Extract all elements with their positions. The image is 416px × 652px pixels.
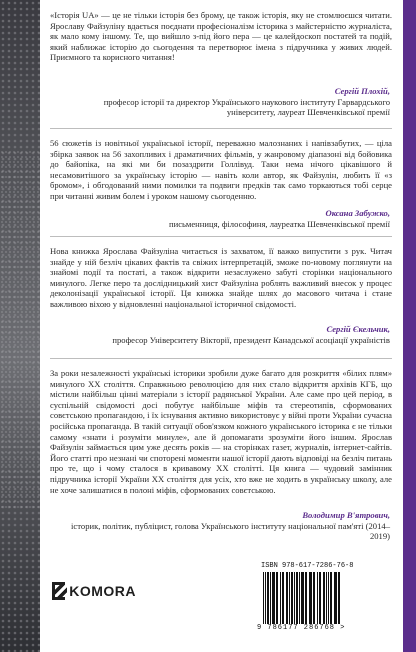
barcode-bar — [267, 572, 269, 624]
barcode-bar — [263, 572, 264, 624]
isbn-label: ISBN 978-617-7286-76-8 — [261, 562, 354, 570]
reviewer-role: професор історії та директор Українського наукового інституту Гарвардського університету, лауреат Шевченківської премії — [103, 96, 390, 118]
review-signature — [60, 324, 390, 345]
barcode-bar — [291, 572, 293, 624]
publisher-mark-icon — [52, 582, 65, 600]
reviewer-role: історик, політик, публіцист, голова Українського інституту національної пам'яті (2014–2019) — [71, 520, 390, 542]
barcode-bar — [313, 572, 315, 624]
barcode-bar — [326, 572, 327, 624]
barcode-bar — [323, 572, 325, 624]
review-signature — [60, 510, 390, 542]
barcode-bar — [270, 572, 271, 624]
publisher-logo — [52, 580, 136, 602]
barcode-bar — [280, 572, 281, 624]
review-text: Нова книжка Ярослава Файзуліна читається із захватом, її важко випустити з рук. Читач знайде у ній безліч цікавих фактів та свіжих інтерпретацій, зможе по-новому поглянути на знайомі події та постаті, а також відкрити незаслужено забуті сторінки національного минулого. Легке перо та дослідницький хист Файзуліна роблять важливий внесок у процес деколонізації української історії. Ця книжка знайде шлях до масового читача і стане важливою віхою у відновленні національної історичної свідомості. — [50, 246, 392, 309]
review-signature — [60, 86, 390, 118]
barcode-bar — [330, 572, 332, 624]
barcode-bar — [289, 572, 290, 624]
barcode-bar — [286, 572, 288, 624]
publisher-name: KOMORA — [69, 583, 136, 599]
barcode-bar — [301, 572, 304, 624]
review-text: «Історія UA» — це не тільки історія без брому, це також історія, яку не стомлюєшся читати. Ярославу Файзуліну вдається поєднати професіоналізм історика з майстерністю журналіста, як мало кому іншому. Те, що вийшло з-під його пера — це калейдоскоп постатей та подій, який наближає історію до сьогодення та перетворює імена з підручника у живих людей. Приємного та корисного читання! — [50, 10, 392, 63]
reviewer-name: Володимир В'ятрович, — [302, 510, 390, 520]
barcode-bar — [294, 572, 295, 624]
barcode-bar — [272, 572, 275, 624]
barcode-bar — [317, 572, 318, 624]
reviewer-name: Сергій Єкельчик, — [326, 324, 390, 334]
accent-bar — [403, 0, 416, 652]
divider — [50, 128, 392, 129]
barcode-bar — [334, 572, 337, 624]
barcode-bar — [276, 572, 278, 624]
barcode-icon — [261, 572, 385, 624]
barcode-bar — [299, 572, 300, 624]
barcode-bar — [305, 572, 307, 624]
barcode-bar — [319, 572, 321, 624]
divider — [50, 358, 392, 359]
review-text: За роки незалежності українські історики зробили дуже багато для розкриття «білих плям» минулого XX століття. Справжньою революцією для них стало відкриття архівів КГБ, що містили найбільш цінні матеріали з історії радянської України. Але саме про цей період, в суспільній свідомості досі побутує найбільше міфів та стереотипів, сформованих совєтською пропагандою, і їх існування активно використовує у війні проти України сучасна російська пропаганда. В такій ситуації обов'язком кожного українського історика є не тільки самому «знати і розуміти минуле», але й допомагати зрозуміти його іншим. Ярослав Файзулін займається цим уже десять років — на сторінках газет, журналів, інтернет-сайтів. Його статті про незнані чи споторені моменти нашої історії дають відповіді на безліч питань про те, що і чому сталося в кривавому XX столітті. Ця книга — чудовий замінник підручника історії України XX століття для усіх, хто вже не ходить в українську школу, але не хоче залишатися в полоні міфів, сформованих совєтською. — [50, 368, 392, 495]
barcode-digits: 9 786177 286768 > — [257, 624, 346, 632]
barcode-bar — [338, 572, 340, 624]
barcode-bar — [328, 572, 329, 624]
divider — [50, 236, 392, 237]
review-text: 56 сюжетів із новітньої української історії, переважно малознаних і напівзабутих, — ціла збірка заявок на 56 захопливих і драматичних фільмів, у жанровому діапазоні від бойовика до байопіка, на які ми би позаздрити Голлівуд. Таки нема нічого цікавішого й несамовитішого за українську історію — навіть коли автор, як Файзулін, любить її «з бромом», і обгодований ними помилки та подвиги предків так само торкаються тобі серце при читанні живим болем і уроком нашому сьогоденню. — [50, 138, 392, 201]
isbn-block — [251, 562, 393, 636]
reviewer-role: письменниця, філософиня, лауреатка Шевченківської премії — [169, 218, 390, 229]
barcode-bar — [265, 572, 266, 624]
barcode-bar — [296, 572, 298, 624]
barcode-bar — [309, 572, 312, 624]
reviewer-name: Сергій Плохій, — [334, 86, 390, 96]
reviewer-name: Оксана Забужко, — [325, 208, 390, 218]
reviewer-role: професор Університету Вікторії, президент Канадської асоціації україністів — [112, 334, 390, 345]
review-signature — [60, 208, 390, 229]
barcode-bar — [282, 572, 284, 624]
